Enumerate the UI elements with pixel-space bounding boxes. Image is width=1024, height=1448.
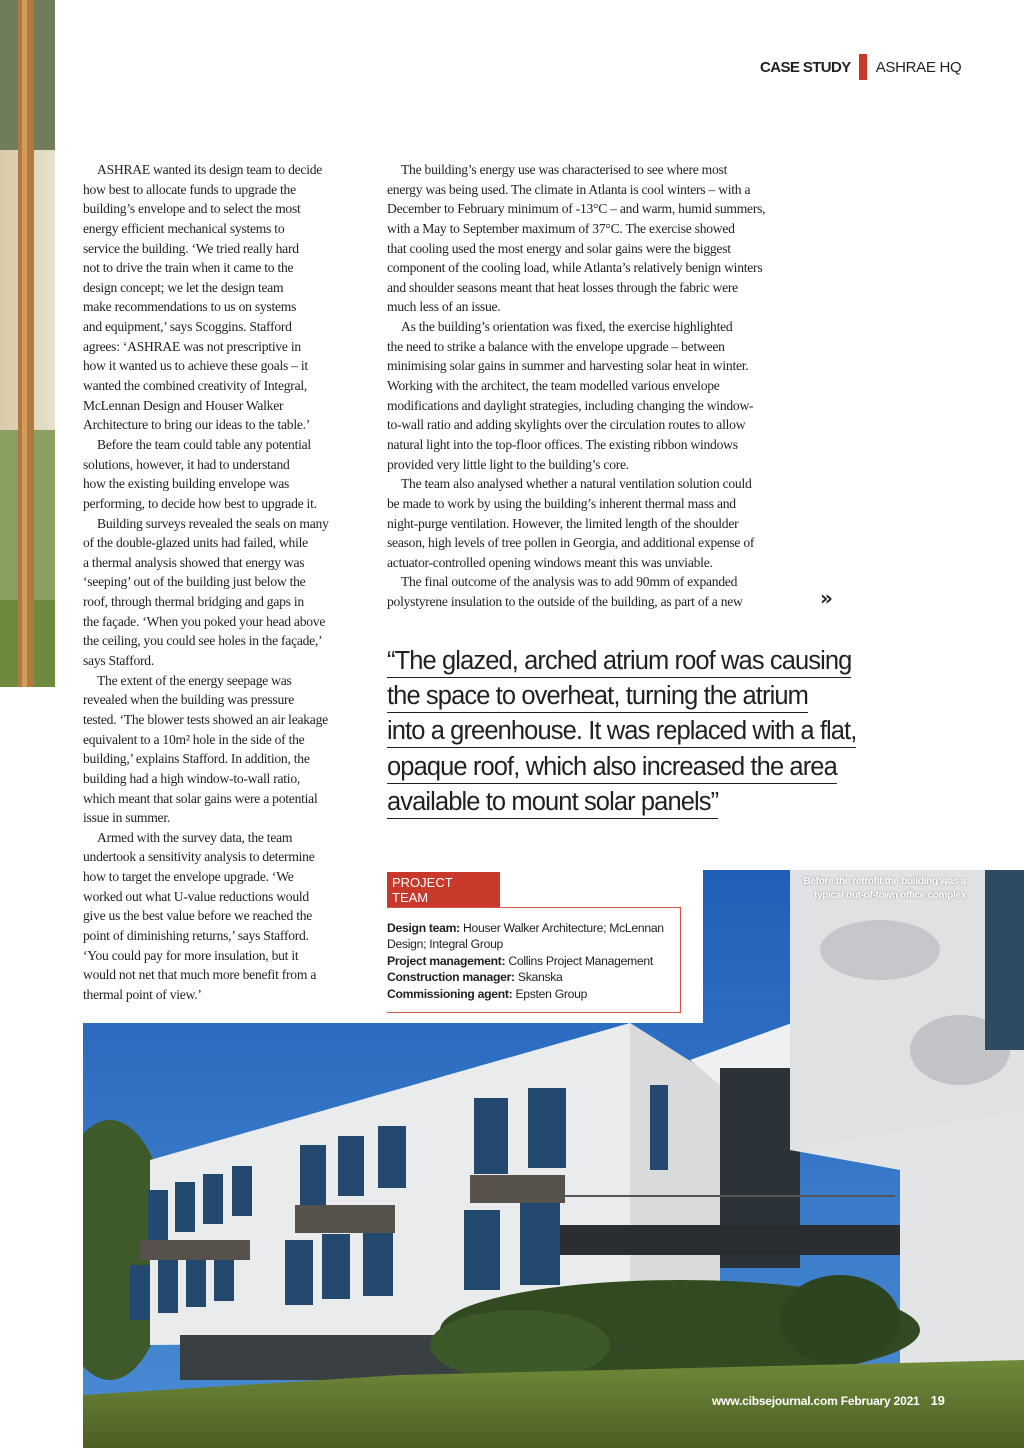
pull-quote-text: “The glazed, arched atrium roof was causing	[387, 647, 851, 678]
team-row	[387, 986, 672, 1002]
team-member: Skanska	[514, 970, 563, 985]
pull-quote-text: opaque roof, which also increased the area	[387, 753, 837, 784]
body-text-line: energy efficient mechanical systems to	[83, 220, 285, 236]
header-divider	[859, 54, 867, 80]
body-text-line: design concept; we let the design team	[83, 279, 284, 295]
body-text-line: agrees: ‘ASHRAE was not prescriptive in	[83, 338, 301, 354]
body-text-line: worked out what U-value reductions would	[83, 888, 309, 904]
body-text-line: how to target the envelope upgrade. ‘We	[83, 869, 294, 885]
body-text-line: the façade. ‘When you poked your head above	[83, 613, 326, 629]
project-team-title: PROJECT TEAM	[387, 872, 500, 907]
pull-quote-text: available to mount solar panels”	[387, 788, 718, 819]
body-text-line: polystyrene insulation to the outside of the building, as part of a new	[387, 594, 743, 610]
body-text-line: The team also analysed whether a natural ventilation solution could	[401, 476, 752, 492]
team-member: Epsten Group	[512, 986, 588, 1001]
page-header	[760, 54, 961, 80]
body-text-line: modifications and daylight strategies, including changing the window-	[387, 397, 754, 413]
body-text-line: how it wanted us to achieve these goals – it	[83, 358, 308, 374]
pull-quote	[387, 645, 856, 821]
body-text-line: issue in summer.	[83, 810, 171, 826]
body-text-line: ‘seeping’ out of the building just below the	[83, 574, 306, 590]
footer-website: www.cibsejournal.com	[712, 1394, 838, 1408]
body-text-line: As the building’s orientation was fixed, the exercise highlighted	[401, 319, 733, 335]
body-text-line: equivalent to a 10m² hole in the side of the	[83, 731, 305, 747]
team-row	[387, 969, 672, 985]
right-text-column	[387, 160, 765, 612]
body-text-line: how the existing building envelope was	[83, 476, 290, 492]
left-text-column	[83, 160, 329, 1005]
body-text-line: which meant that solar gains were a potential	[83, 790, 318, 806]
page-number: 19	[930, 1393, 945, 1408]
body-text-line: give us the best value before we reached the	[83, 908, 313, 924]
body-text-line: roof, through thermal bridging and gaps in	[83, 594, 304, 610]
body-text-line: a thermal analysis showed that energy was	[83, 554, 305, 570]
pull-quote-line	[387, 715, 856, 750]
pull-quote-text: the space to overheat, turning the atrium	[387, 682, 808, 713]
body-text-line: Building surveys revealed the seals on many	[97, 515, 329, 531]
body-text-line: that cooling used the most energy and solar gains were the biggest	[387, 240, 731, 256]
body-text-line: would not net that much more benefit from a	[83, 967, 317, 983]
team-role: Commissioning agent:	[387, 986, 513, 1001]
body-text-line: says Stafford.	[83, 653, 155, 669]
team-row	[387, 953, 672, 969]
body-text-line: with a May to September maximum of 37°C. The exercise showed	[387, 220, 735, 236]
body-text-line: Before the team could table any potential	[97, 436, 311, 452]
body-text-line: ASHRAE wanted its design team to decide	[97, 162, 323, 177]
body-text-line: building,’ explains Stafford. In addition, the	[83, 751, 310, 767]
body-text-line: The extent of the energy seepage was	[97, 672, 292, 688]
pull-quote-line	[387, 680, 856, 715]
pull-quote-line	[387, 645, 856, 680]
body-text-line: to-wall ratio and adding skylights over the circulation routes to allow	[387, 417, 746, 433]
body-text-line: and shoulder seasons meant that heat losses through the fabric were	[387, 279, 738, 295]
team-role: Project management:	[387, 953, 506, 968]
pull-quote-text: into a greenhouse. It was replaced with a flat,	[387, 717, 856, 748]
body-text-line: season, high levels of tree pollen in Georgia, and additional expense of	[387, 535, 755, 551]
body-text-line: provided very little light to the building’s core.	[387, 456, 629, 472]
body-text-line: actuator-controlled opening windows meant this was unviable.	[387, 554, 713, 570]
team-member: Houser Walker Architecture; McLennan Design; Integral Group	[387, 921, 664, 952]
body-text-line: natural light into the top-floor offices. The existing ribbon windows	[387, 436, 738, 452]
body-text-line: not to drive the train when it came to the	[83, 260, 294, 276]
photo-caption: Before the retrofit the building was a typical out-of-town office complex	[803, 876, 966, 901]
team-role: Design team:	[387, 921, 460, 935]
body-text-line: revealed when the building was pressure	[83, 692, 295, 708]
body-text-line: ‘You could pay for more insulation, but it	[83, 947, 299, 963]
page-footer	[712, 1393, 945, 1408]
body-text-line: Architecture to bring our ideas to the table.’	[83, 417, 311, 433]
team-role: Construction manager:	[387, 970, 515, 985]
body-text-line: wanted the combined creativity of Integral,	[83, 378, 308, 394]
body-text-line: make recommendations to us on systems	[83, 299, 297, 315]
body-text-line: The building’s energy use was characterised to see where most	[401, 162, 728, 177]
body-text-line: night-purge ventilation. However, the limited length of the shoulder	[387, 515, 739, 531]
body-text-line: McLennan Design and Houser Walker	[83, 397, 284, 413]
body-text-line: the ceiling, you could see holes in the façade,’	[83, 633, 323, 649]
team-row	[387, 920, 672, 953]
body-text-line: of the double-glazed units had failed, while	[83, 535, 308, 551]
pull-quote-line	[387, 751, 856, 786]
body-text-line: point of diminishing returns,’ says Stafford.	[83, 927, 309, 943]
continue-arrow-icon: »	[820, 586, 833, 610]
project-team-box	[387, 872, 681, 1013]
tree-photo-strip	[0, 0, 55, 687]
section-label: CASE STUDY	[760, 58, 851, 76]
body-text-line: service the building. ‘We tried really hard	[83, 240, 299, 256]
body-text-line: energy was being used. The climate in Atlanta is cool winters – with a	[387, 181, 751, 197]
body-text-line: undertook a sensitivity analysis to determine	[83, 849, 315, 865]
project-team-list	[387, 907, 681, 1013]
body-text-line: performing, to decide how best to upgrade it.	[83, 495, 317, 511]
body-text-line: tested. ‘The blower tests showed an air leakage	[83, 711, 328, 727]
body-text-line: solutions, however, it had to understand	[83, 456, 290, 472]
pull-quote-line	[387, 786, 856, 821]
body-text-line: Working with the architect, the team modelled various envelope	[387, 378, 720, 394]
team-member: Collins Project Management	[505, 953, 653, 968]
body-text-line: be made to work by using the building’s inherent thermal mass and	[387, 495, 736, 511]
body-text-line: minimising solar gains in summer and harvesting solar heat in winter.	[387, 358, 749, 374]
body-text-line: much less of an issue.	[387, 299, 501, 315]
subsection-label: ASHRAE HQ	[875, 58, 962, 76]
body-text-line: December to February minimum of -13°C – and warm, humid summers,	[387, 201, 766, 217]
body-text-line: building had a high window-to-wall ratio,	[83, 770, 301, 786]
body-text-line: Armed with the survey data, the team	[97, 829, 293, 845]
body-text-line: The final outcome of the analysis was to add 90mm of expanded	[401, 574, 738, 590]
body-text-line: thermal point of view.’	[83, 986, 202, 1002]
body-text-line: and equipment,’ says Scoggins. Stafford	[83, 319, 292, 335]
footer-date: February 2021	[840, 1394, 920, 1408]
body-text-line: the need to strike a balance with the envelope upgrade – between	[387, 338, 725, 354]
body-text-line: how best to allocate funds to upgrade the	[83, 181, 296, 197]
body-text-line: component of the cooling load, while Atlanta’s relatively benign winters	[387, 260, 763, 276]
body-text-line: building’s envelope and to select the most	[83, 201, 301, 217]
